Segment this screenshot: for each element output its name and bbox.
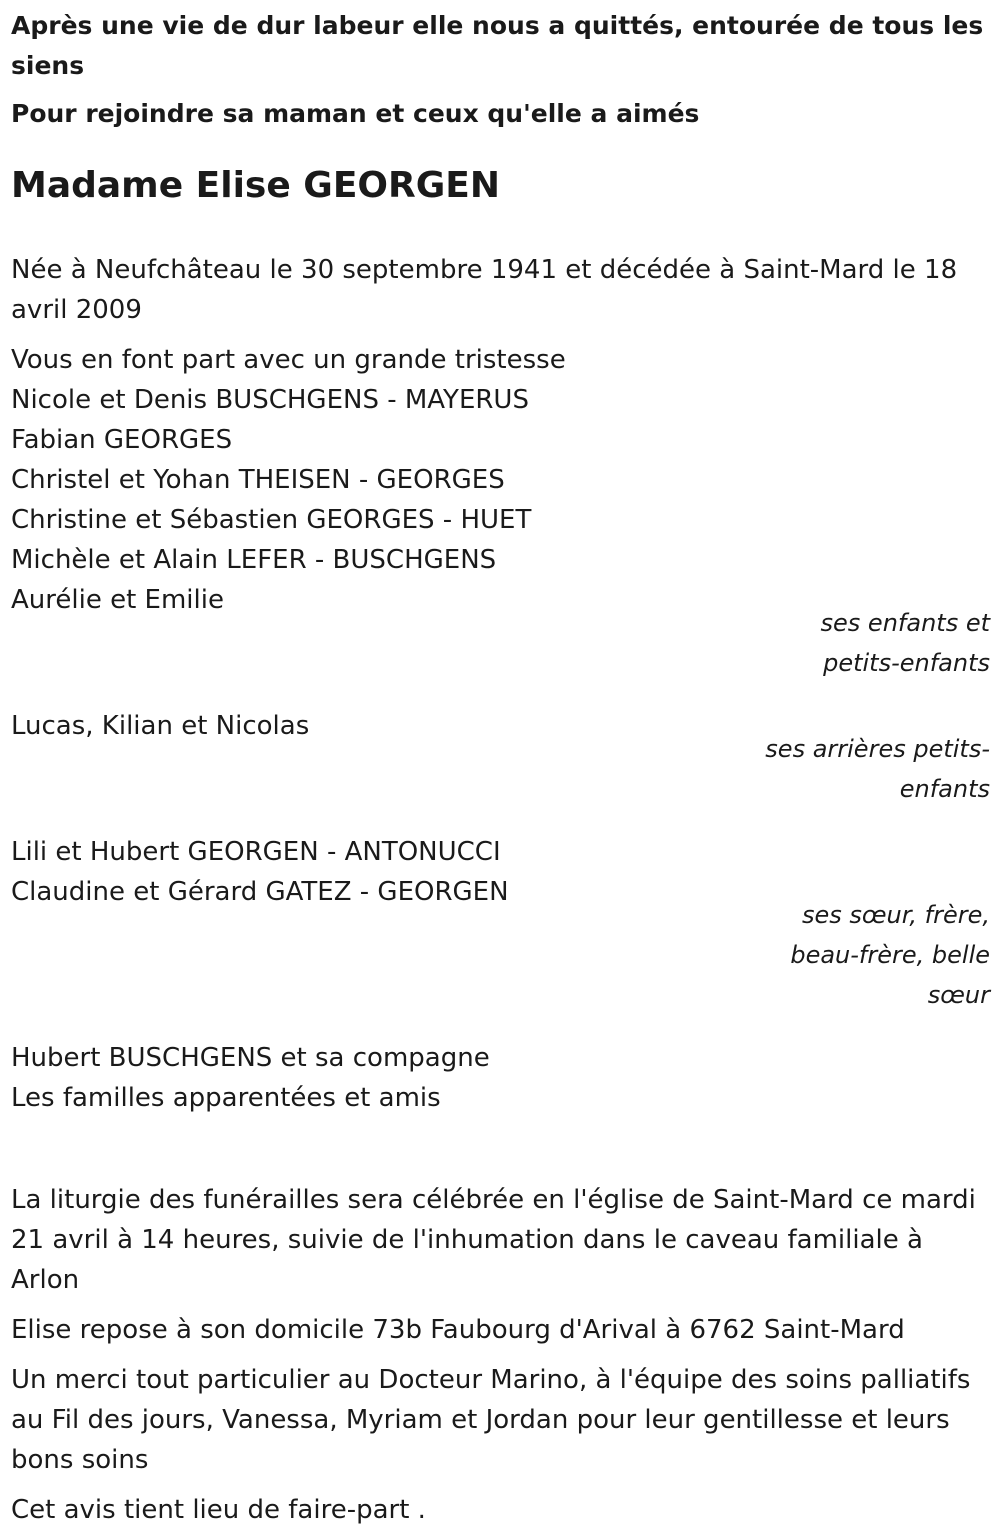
relation-line: ses enfants et: [820, 609, 990, 637]
announcement-intro: Vous en font part avec un grande tristesse: [11, 345, 566, 375]
relation-children-grandchildren: [800, 603, 990, 683]
family-member-line: Christine et Sébastien GEORGES - HUET: [11, 505, 532, 535]
relation-siblings: [775, 895, 990, 1015]
family-member-line: Fabian GEORGES: [11, 425, 233, 455]
relation-line: ses arrières petits-: [765, 735, 990, 763]
family-member-line: Claudine et Gérard GATEZ - GEORGEN: [11, 877, 509, 907]
header-quote-1: Après une vie de dur labeur elle nous a quittés, entourée de tous les siens: [11, 11, 984, 80]
relation-line: petits-enfants: [823, 649, 990, 677]
relation-line: beau-frère, belle: [790, 941, 990, 969]
family-member-line: Lucas, Kilian et Nicolas: [11, 711, 310, 741]
funeral-details: La liturgie des funérailles sera célébrée en l'église de Saint-Mard ce mardi 21 avril à 14 heures, suivie de l'inhumation dans le caveau familiale à Arlon: [11, 1185, 976, 1295]
header-quote-2: Pour rejoindre sa maman et ceux qu'elle a aimés: [11, 99, 700, 128]
family-member-line: Lili et Hubert GEORGEN - ANTONUCCI: [11, 837, 501, 867]
relation-line: sœur: [927, 981, 990, 1009]
relation-line: ses sœur, frère,: [801, 901, 990, 929]
family-member-line: Aurélie et Emilie: [11, 585, 224, 615]
birth-death-line: Née à Neufchâteau le 30 septembre 1941 et décédée à Saint-Mard le 18 avril 2009: [11, 255, 958, 325]
family-member-line: Christel et Yohan THEISEN - GEORGES: [11, 465, 505, 495]
deceased-name: Madame Elise GEORGEN: [11, 165, 501, 206]
thanks-message: Un merci tout particulier au Docteur Marino, à l'équipe des soins palliatifs au Fil des jours, Vanessa, Myriam et Jordan pour leur gentillesse et leurs bons soins: [11, 1365, 971, 1475]
closing-note: Cet avis tient lieu de faire-part .: [11, 1495, 426, 1525]
announcement-block: [11, 340, 990, 1118]
relation-great-grandchildren: [750, 729, 990, 809]
family-member-line: Michèle et Alain LEFER - BUSCHGENS: [11, 545, 497, 575]
family-member-line: Les familles apparentées et amis: [11, 1083, 441, 1113]
family-member-line: Hubert BUSCHGENS et sa compagne: [11, 1043, 490, 1073]
resting-place: Elise repose à son domicile 73b Faubourg d'Arival à 6762 Saint-Mard: [11, 1315, 905, 1345]
relation-line: enfants: [899, 775, 990, 803]
family-member-line: Nicole et Denis BUSCHGENS - MAYERUS: [11, 385, 529, 415]
